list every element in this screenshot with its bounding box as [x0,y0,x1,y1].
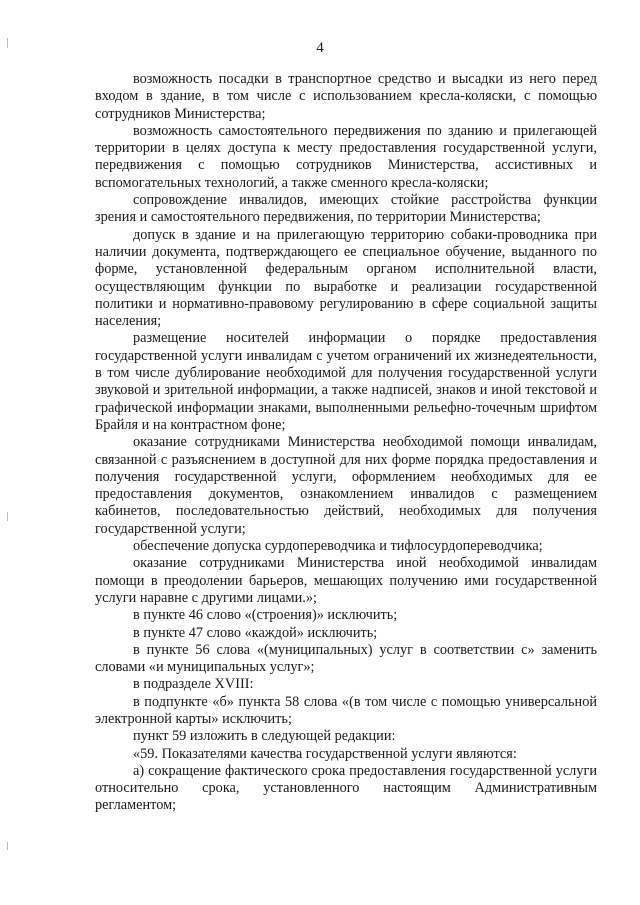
paragraph: в подпункте «б» пункта 58 слова «(в том числе с помощью универсальной электронной карты» исключить; [95,693,597,727]
scan-edge-mark-bottom [7,842,8,850]
paragraph: размещение носителей информации о порядке предоставления государственной услуги инвалидам с учетом ограничений их жизнедеятельности, в том числе дублирование необходимой для получения государственной услуги звуковой и зрительной информации, а также надписей, знаков и иной текстовой и графической информации знаками, выполненными рельефно-точечным шрифтом Брайля и на контрастном фоне; [95,330,597,433]
paragraph: сопровождение инвалидов, имеющих стойкие расстройства функции зрения и самостоятельного передвижения, по территории Министерства; [95,192,597,226]
paragraph: «59. Показателями качества государственной услуги являются: [133,745,517,762]
paragraph: в пункте 47 слово «каждой» исключить; [133,624,378,641]
paragraph: возможность самостоятельного передвижения по зданию и прилегающей территории в целях доступа к месту предоставления государственной услуги, передвижения с помощью сотрудников Министерства, ассистивных и вспомогательных технологий, а также сменного кресла-коляски; [95,122,597,191]
paragraph: а) сокращение фактического срока предоставления государственной услуги относительно срока, установленного настоящим Административным регламентом; [95,762,597,814]
paragraph: оказание сотрудниками Министерства иной необходимой инвалидам помощи в преодолении барьеров, мешающих получению ими государственной услуги наравне с другими лицами.»; [95,555,597,606]
scan-edge-mark-middle [7,512,8,521]
paragraph: возможность посадки в транспортное средство и высадки из него перед входом в здание, в том числе с использованием кресла-коляски, с помощью сотрудников Министерства; [95,71,597,122]
paragraph: в подразделе XVIII: [133,676,254,693]
paragraph: пункт 59 изложить в следующей редакции: [133,728,396,745]
paragraph: в пункте 46 слово «(строения)» исключить; [133,607,398,624]
document-body [95,71,597,815]
paragraph: обеспечение допуска сурдопереводчика и тифлосурдопереводчика; [133,538,543,555]
paragraph: оказание сотрудниками Министерства необходимой помощи инвалидам, связанной с разъяснением в доступной для них форме порядка предоставления и получения государственной услуги, оформлением необходимых для ее предоставления документов, ознакомлением инвалидов с размещением кабинетов, последовательностью действий, необходимых для получения государственной услуги; [95,434,597,537]
paragraph: допуск в здание и на прилегающую территорию собаки-проводника при наличии документа, подтверждающего ее специальное обучение, выданного по форме, установленной федеральным органом исполнительной власти, осуществляющим функции по выработке и реализации государственной политики и нормативно-правовому регулированию в сфере социальной защиты населения; [95,226,597,330]
page-number: 4 [316,40,324,56]
paragraph: в пункте 56 слова «(муниципальных) услуг в соответствии с» заменить словами «и муниципальных услуг»; [95,641,597,676]
